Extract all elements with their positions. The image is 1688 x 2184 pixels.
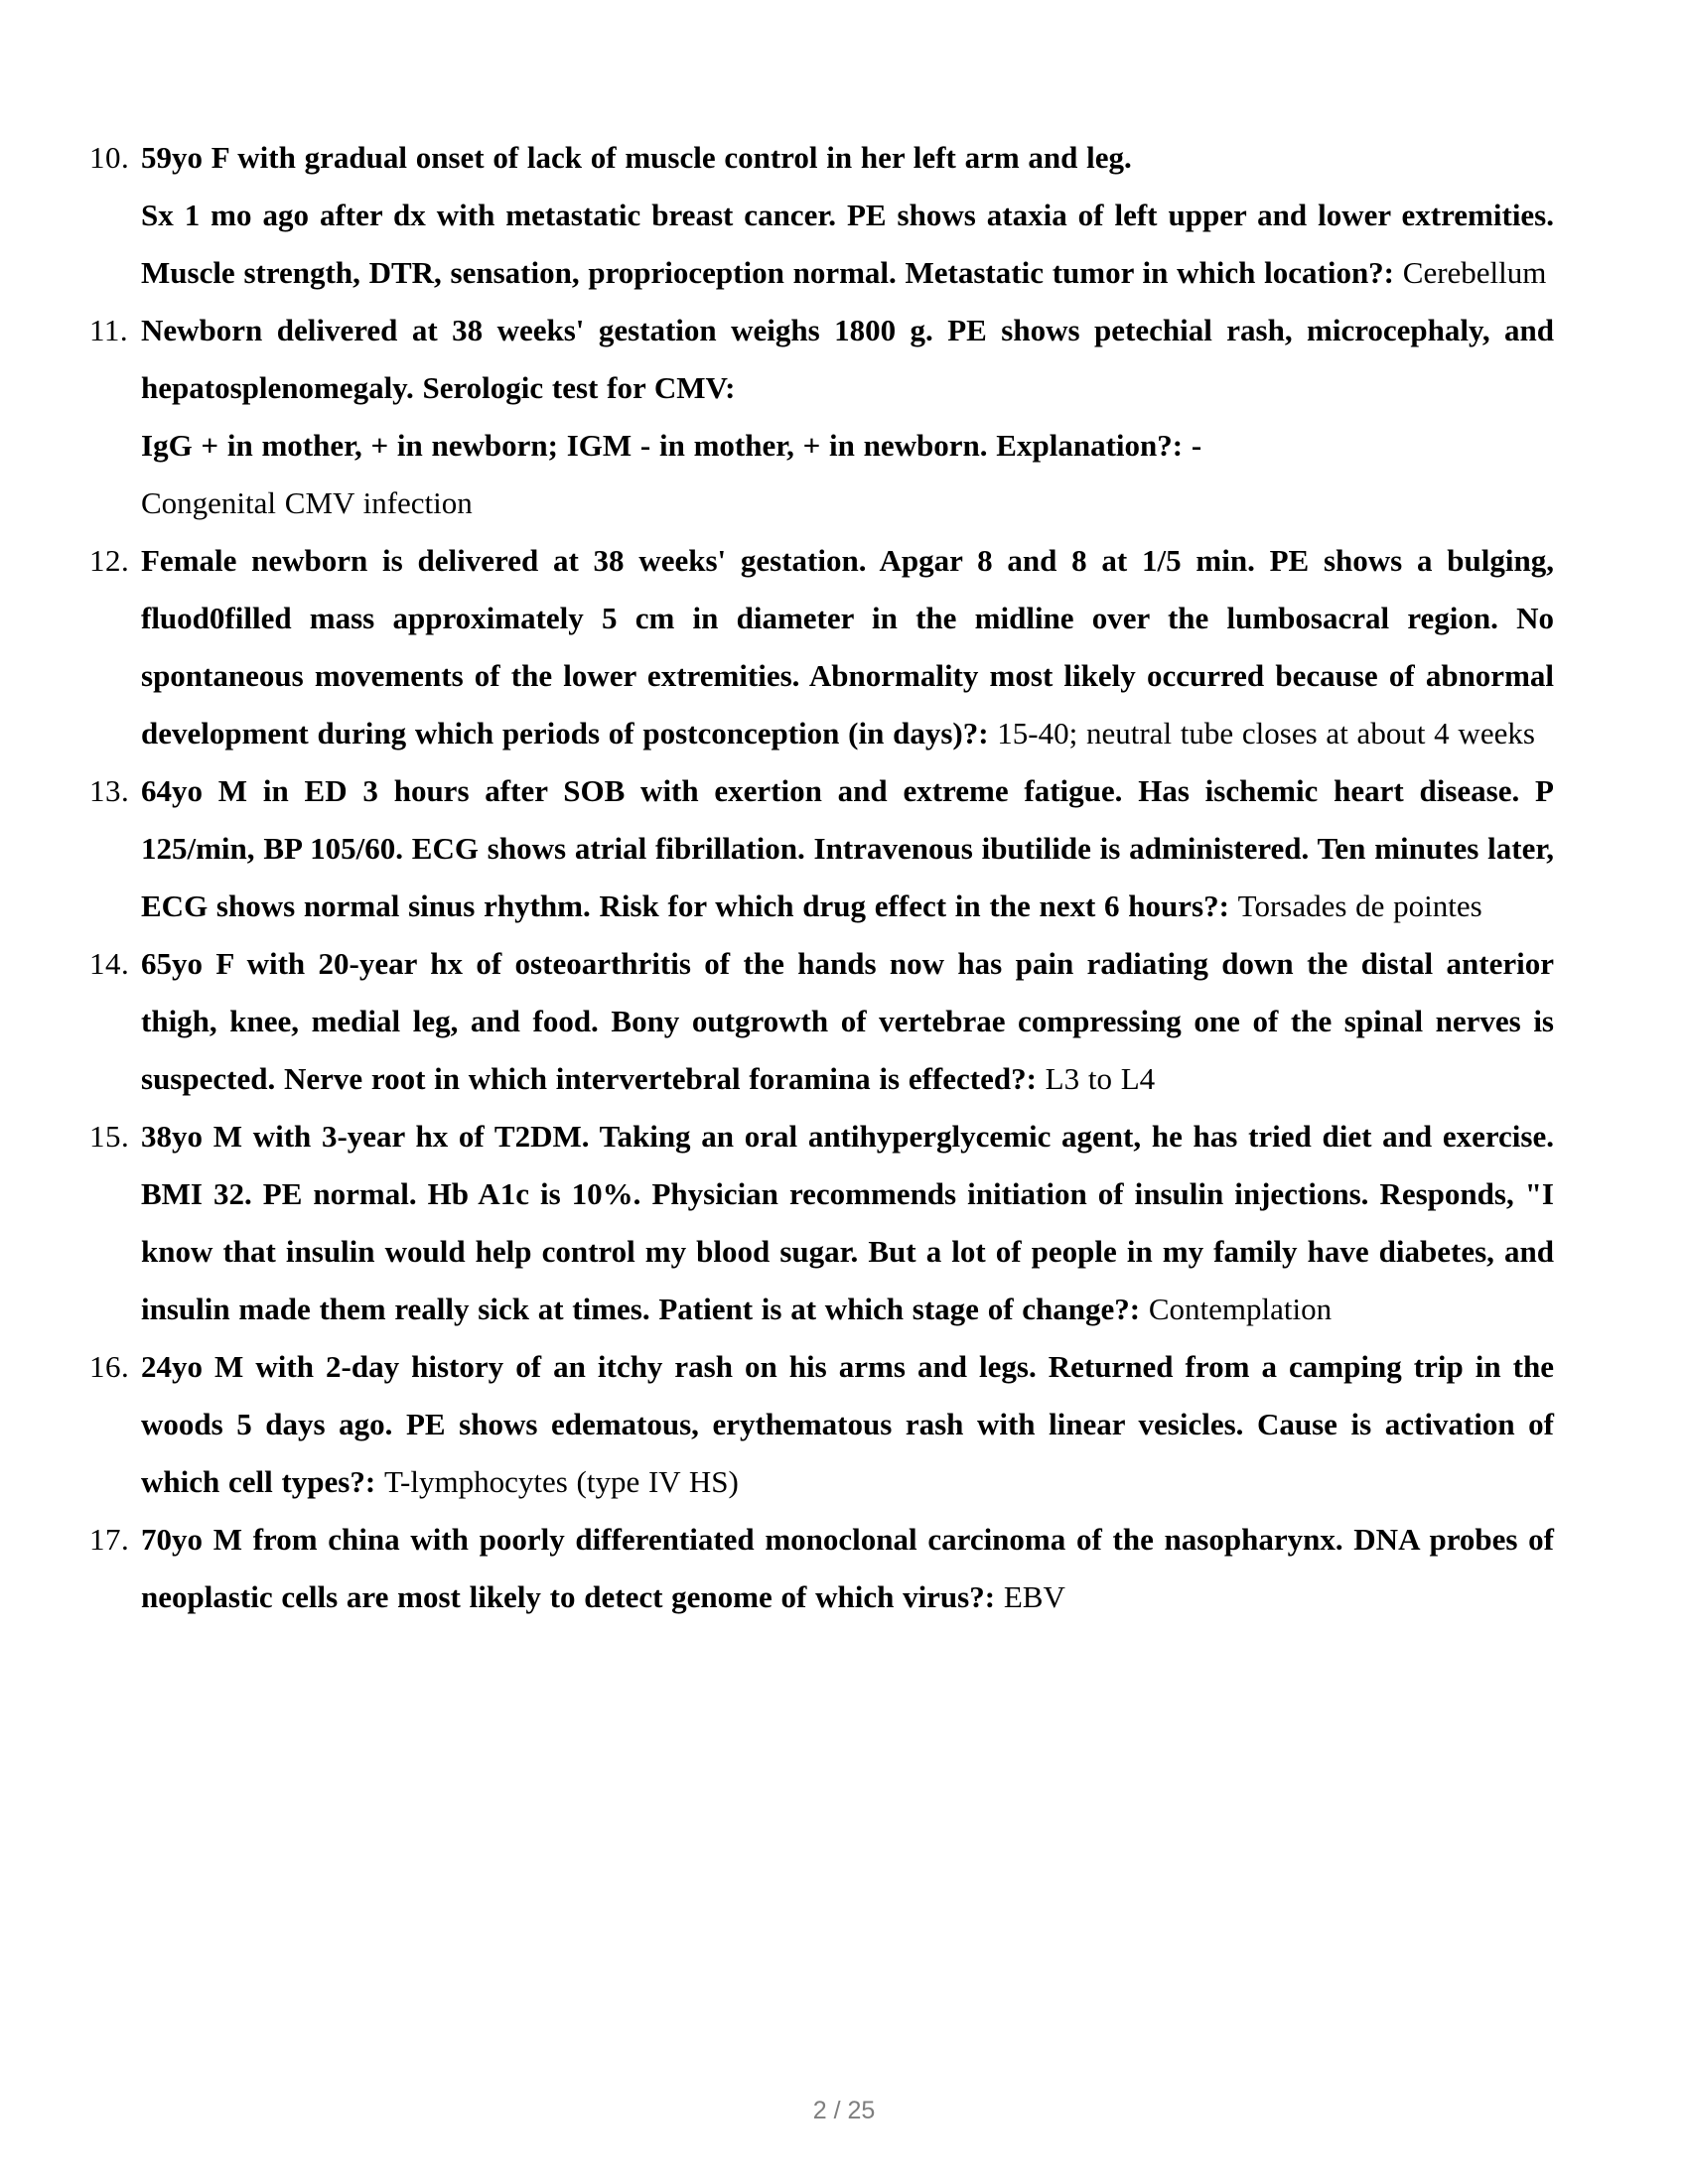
answer-text: Contemplation <box>1148 1292 1333 1326</box>
item-paragraph <box>141 187 1554 302</box>
item-body <box>141 129 1554 302</box>
page-number: 2 / 25 <box>812 2097 876 2124</box>
item-number: 12. <box>89 543 130 578</box>
list-item <box>89 1511 1554 1626</box>
item-body <box>141 302 1554 532</box>
item-paragraph <box>141 1511 1554 1626</box>
question-text: 65yo F with 20-year hx of osteoarthritis of the hands now has pain radiating down the distal anterior thigh, knee, medial leg, and food. Bony outgrowth of vertebrae compressing one of the spinal nerves is suspected. Nerve root in which intervertebral foramina is effected?: <box>141 946 1554 1096</box>
item-body <box>141 1338 1554 1511</box>
item-body <box>141 935 1554 1108</box>
answer-text: EBV <box>1003 1579 1065 1614</box>
item-paragraph <box>141 1108 1554 1338</box>
question-text: IgG + in mother, + in newborn; IGM - in mother, + in newborn. Explanation?: - <box>141 428 1202 463</box>
question-text: Newborn delivered at 38 weeks' gestation weighs 1800 g. PE shows petechial rash, microcephaly, and hepatosplenomegaly. Serologic test for CMV: <box>141 313 1554 405</box>
item-paragraph <box>141 762 1554 935</box>
list-item <box>89 935 1554 1108</box>
item-body <box>141 1511 1554 1626</box>
answer-text: 15-40; neutral tube closes at about 4 weeks <box>997 716 1535 751</box>
item-paragraph <box>141 475 1554 532</box>
question-text: 24yo M with 2-day history of an itchy rash on his arms and legs. Returned from a camping trip in the woods 5 days ago. PE shows edematous, erythematous rash with linear vesicles. Cause is activation of which cell types?: <box>141 1349 1554 1499</box>
list-item <box>89 129 1554 302</box>
answer-text: T-lymphocytes (type IV HS) <box>383 1464 739 1499</box>
question-text: Female newborn is delivered at 38 weeks' gestation. Apgar 8 and 8 at 1/5 min. PE shows a bulging, fluod0filled mass approximately 5 cm in diameter in the midline over the lumbosacral region. No spontaneous movements of the lower extremities. Abnormality most likely occurred because of abnormal development during which periods of postconception (in days)?: <box>141 543 1554 751</box>
list-item <box>89 1338 1554 1511</box>
question-text: 64yo M in ED 3 hours after SOB with exertion and extreme fatigue. Has ischemic heart disease. P 125/min, BP 105/60. ECG shows atrial fibrillation. Intravenous ibutilide is administered. Ten minutes later, ECG shows normal sinus rhythm. Risk for which drug effect in the next 6 hours?: <box>141 773 1554 923</box>
item-paragraph <box>141 417 1554 475</box>
answer-text: L3 to L4 <box>1045 1061 1156 1096</box>
item-body <box>141 1108 1554 1338</box>
answer-text: Torsades de pointes <box>1237 888 1482 923</box>
answer-text: Cerebellum <box>1402 255 1547 290</box>
item-number: 16. <box>89 1349 130 1384</box>
question-text: 59yo F with gradual onset of lack of muscle control in her left arm and leg. <box>141 140 1132 175</box>
item-number: 14. <box>89 946 130 981</box>
item-number: 13. <box>89 773 130 808</box>
item-number: 17. <box>89 1522 130 1557</box>
list-item <box>89 762 1554 935</box>
answer-text: Congenital CMV infection <box>141 485 473 520</box>
item-body <box>141 532 1554 762</box>
item-paragraph <box>141 302 1554 417</box>
question-text: Sx 1 mo ago after dx with metastatic breast cancer. PE shows ataxia of left upper and lower extremities. Muscle strength, DTR, sensation, proprioception normal. Metastatic tumor in which location?: <box>141 198 1554 290</box>
item-paragraph <box>141 532 1554 762</box>
item-paragraph <box>141 935 1554 1108</box>
item-paragraph <box>141 129 1554 187</box>
question-text: 38yo M with 3-year hx of T2DM. Taking an oral antihyperglycemic agent, he has tried diet and exercise. BMI 32. PE normal. Hb A1c is 10%. Physician recommends initiation of insulin injections. Responds, "I know that insulin would help control my blood sugar. But a lot of people in my family have diabetes, and insulin made them really sick at times. Patient is at which stage of change?: <box>141 1119 1554 1326</box>
item-body <box>141 762 1554 935</box>
item-number: 10. <box>89 140 130 175</box>
item-number: 15. <box>89 1119 130 1154</box>
question-list <box>89 129 1554 1626</box>
list-item <box>89 1108 1554 1338</box>
item-paragraph <box>141 1338 1554 1511</box>
question-text: 70yo M from china with poorly differentiated monoclonal carcinoma of the nasopharynx. DNA probes of neoplastic cells are most likely to detect genome of which virus?: <box>141 1522 1554 1614</box>
list-item <box>89 532 1554 762</box>
item-number: 11. <box>89 313 129 347</box>
list-item <box>89 302 1554 532</box>
